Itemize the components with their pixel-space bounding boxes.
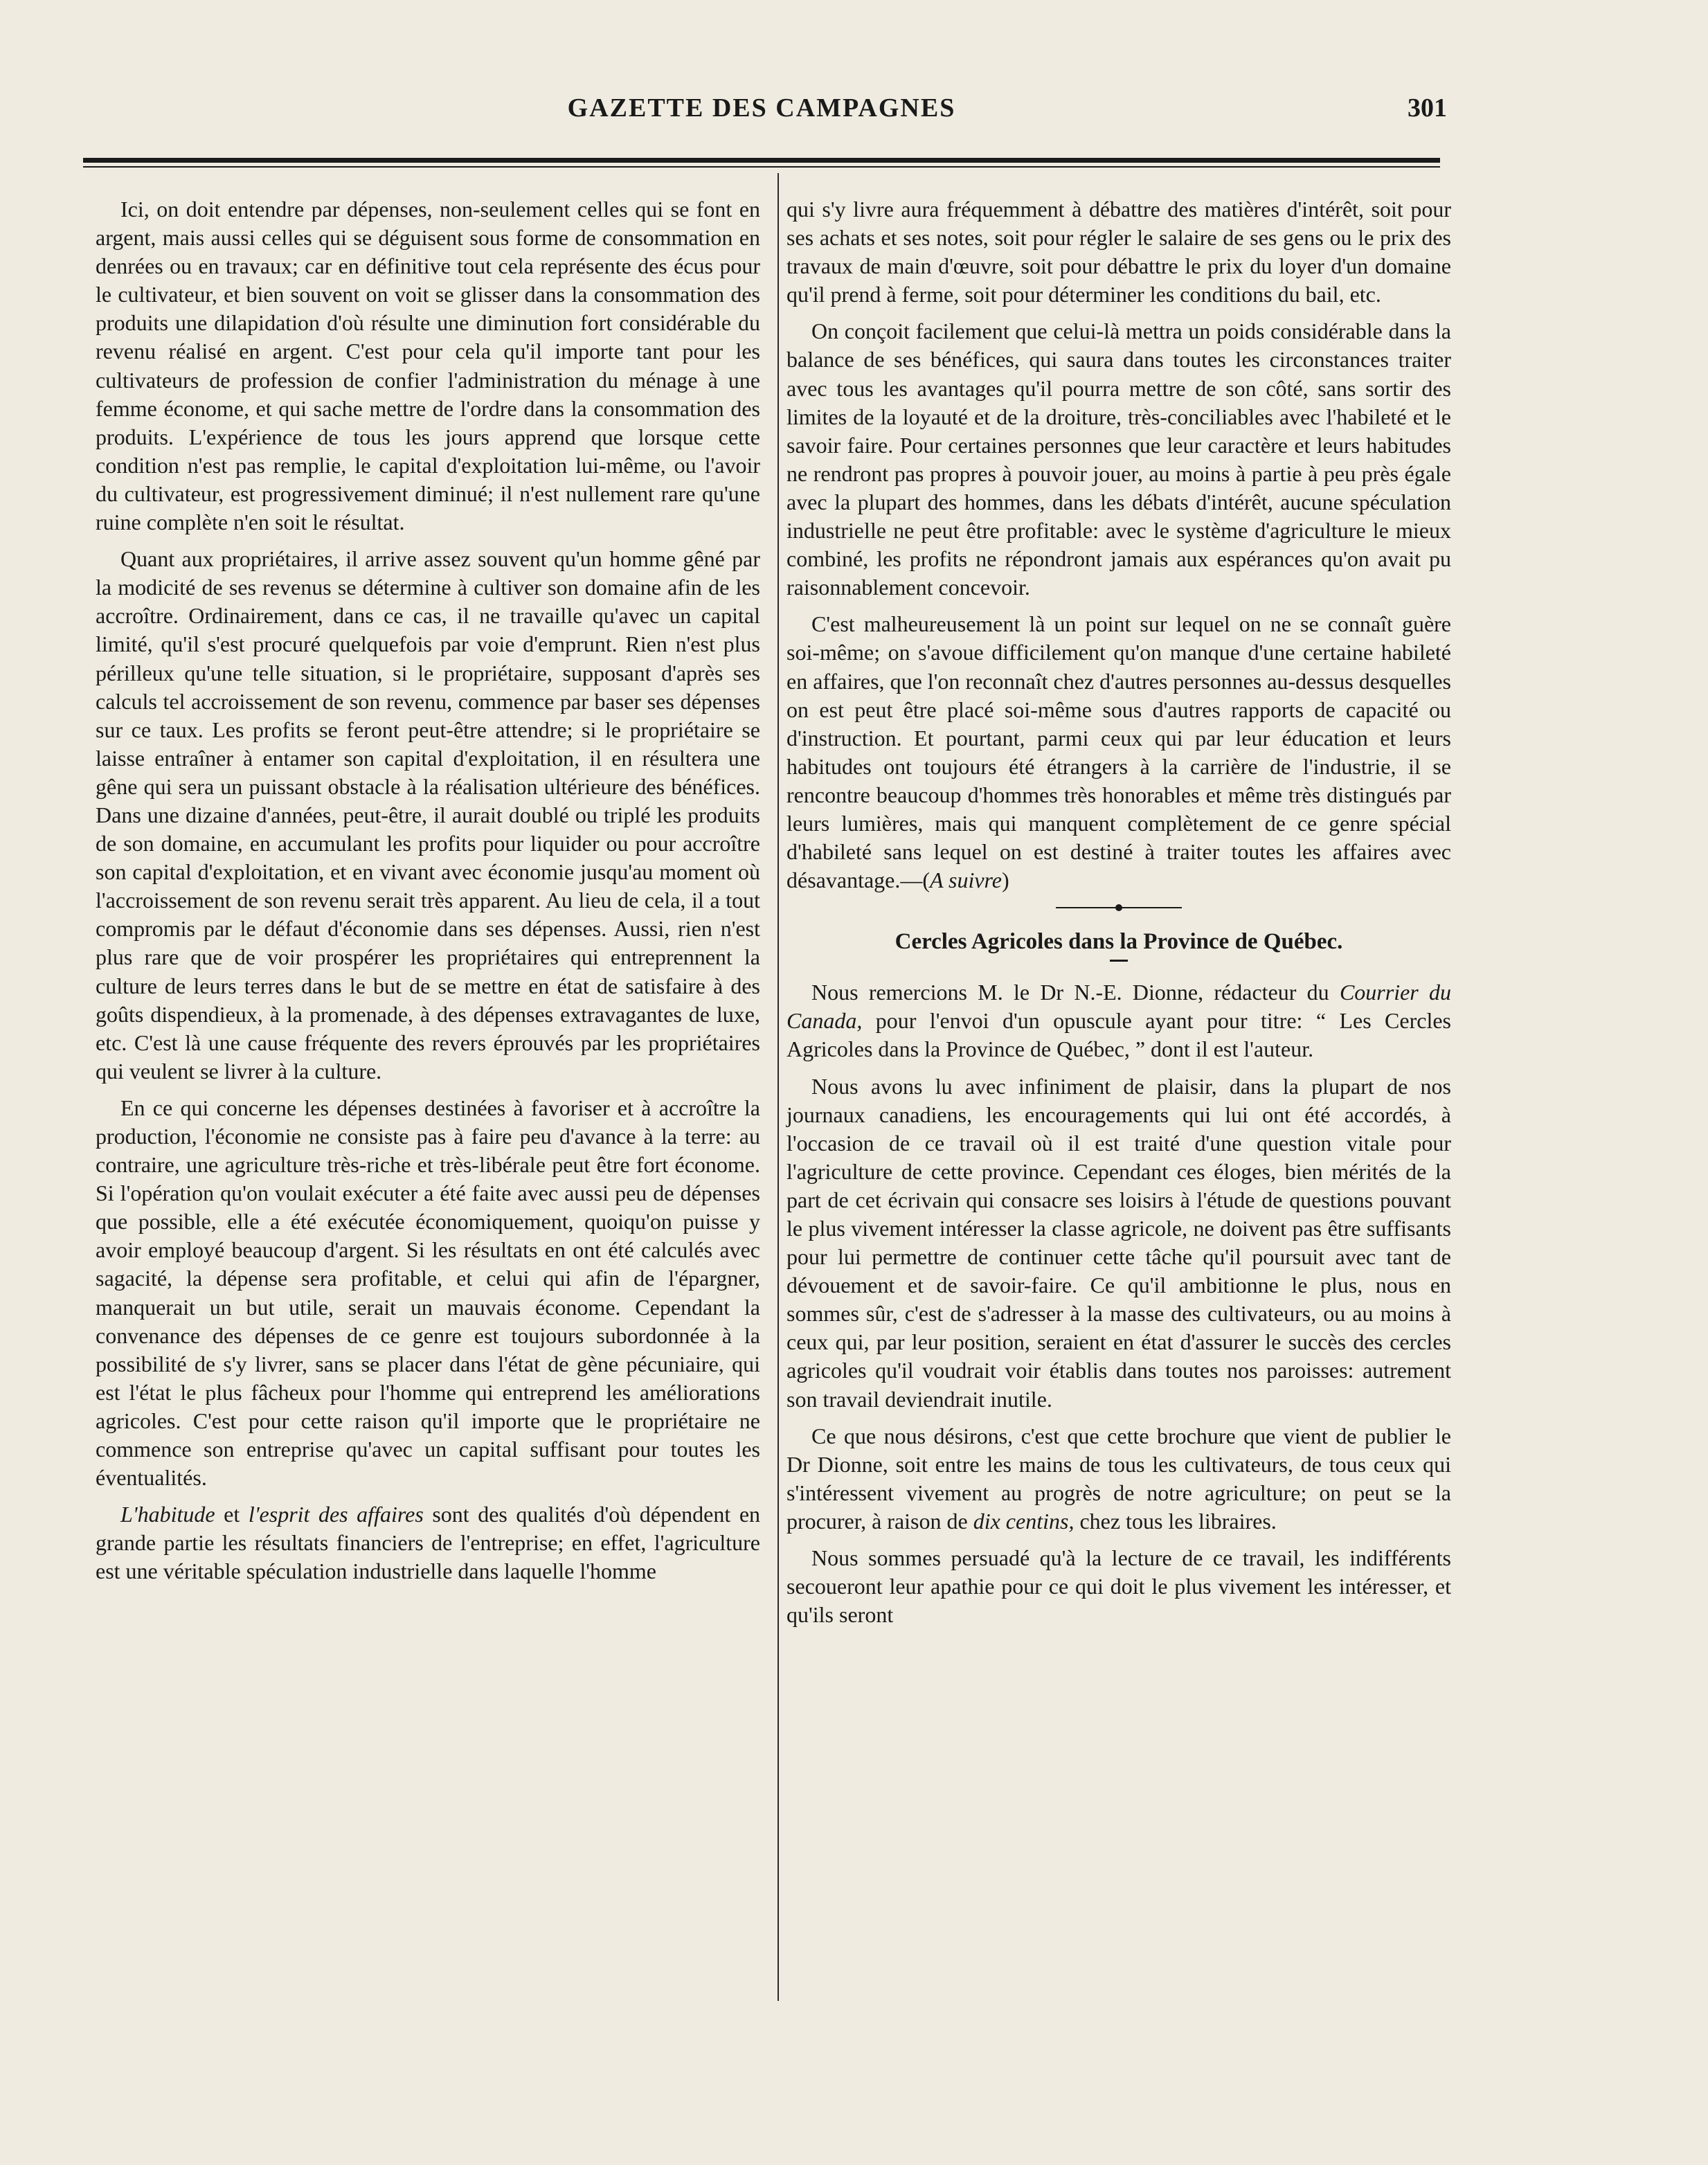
text-run: chez tous les libraires. [1074, 1508, 1277, 1534]
paragraph [96, 1500, 760, 1585]
italic-text: dix centins, [973, 1508, 1075, 1534]
paragraph: Nous avons lu avec infiniment de plaisir, dans la plupart de nos journaux canadiens, les encouragements qui lui ont été accordés, à l'occasion de ce travail où il est traité d'une question vitale pour l'agriculture de cette province. Cependant ces éloges, bien mérités de la part de cet écrivain qui consacre ses loisirs à l'étude de questions pouvant le plus vivement intéresser la classe agricole, ne doivent pas être suffisants pour lui permettre de continuer cette tâche qu'il poursuit avec tant de dévouement et de savoir-faire. Ce qu'il ambitionne le plus, nous en sommes sûr, c'est de s'adresser à la masse des cultivateurs, ou au moins à ceux qui, par leur position, seraient en état d'assurer le succès des cercles agricoles qu'il voudrait voir établis dans toutes nos paroisses: autrement son travail deviendrait inutile. [786, 1073, 1451, 1412]
paragraph [786, 610, 1451, 895]
left-column [96, 195, 760, 1594]
title-dash [1110, 960, 1128, 962]
italic-text: Courrier du Canada, [786, 980, 1452, 1034]
italic-text: l'esprit des affaires [248, 1502, 424, 1527]
column-divider [777, 173, 779, 2001]
text-run: Nous remercions M. le Dr N.-E. Dionne, rédacteur du [811, 980, 1340, 1005]
page-header [83, 89, 1447, 137]
paragraph [786, 1422, 1451, 1536]
text-run: et [215, 1502, 249, 1527]
running-title: GAZETTE DES CAMPAGNES [567, 93, 956, 123]
paragraph: Nous sommes persuadé qu'à la lecture de ce travail, les indifférents secoueront leur apathie pour ce qui doit le plus vivement les intéresser, et qu'ils seront [786, 1545, 1451, 1628]
italic-text: A suivre [930, 868, 1002, 893]
paragraph: Quant aux propriétaires, il arrive assez souvent qu'un homme gêné par la modicité de ses revenus se détermine à cultiver son domaine afin de les accroître. Ordinairement, dans ce cas, il ne travaille qu'avec un capital limité, qu'il s'est procuré quelquefois par voie d'emprunt. Rien n'est plus périlleux qu'une telle situation, si le propriétaire, supposant d'après ses calculs tel accroissement de son revenu, commence par baser ses dépenses sur ce taux. Les profits se feront peut-être attendre; si le propriétaire se laisse entraîner à entamer son capital d'exploitation, il en résultera une gêne qui sera un puissant obstacle à la réalisation ultérieure des bénéfices. Dans une dizaine d'années, peut-être, il aurait doublé ou triplé les produits de son domaine, en accumulant les profits pour liquider ou pour accroître son capital d'exploitation, et en vivant avec économie jusqu'au moment où l'accroissement de son revenu serait très apparent. Au lieu de cela, il a tout compromis par le défaut d'économie dans ses dépenses. Aussi, rien n'est plus rare que de voir prospérer les propriétaires qui entreprennent la culture de leurs terres dans le but de se mettre en état de satisfaire à des goûts dispendieux, à la promenade, à des dépenses extravagantes de luxe, etc. C'est là une cause fréquente des revers éprouvés par les propriétaires qui veulent se livrer à la culture. [96, 546, 760, 1084]
paragraph: qui s'y livre aura fréquemment à débattre des matières d'intérêt, soit pour ses achats et ses notes, soit pour régler le salaire de ses gens ou le prix des travaux de main d'œuvre, soit pour débattre le prix du loyer d'un domaine qu'il prend à ferme, soit pour déterminer les conditions du bail, etc. [786, 197, 1451, 307]
paragraph: On conçoit facilement que celui-là mettra un poids considérable dans la balance de ses bénéfices, qui saura dans toutes les circonstances traiter avec tous les avantages qu'il pourra mettre de son côté, sans sortir des limites de la loyauté et de la droiture, très-conciliables avec l'habileté et le savoir faire. Pour certaines personnes que leur caractère et leurs habitudes ne rendront pas propres à pouvoir jouer, au moins à partie à peu près égale avec la plupart des hommes, dans les débats d'intérêt, aucune spéculation industrielle ne peut être profitable: avec le système d'agriculture le mieux combiné, les profits ne répondront jamais aux espérances qu'on avait pu raisonnablement concevoir. [786, 318, 1451, 600]
text-run: Ce que nous désirons, c'est que cette brochure que vient de publier le Dr Dionne, soit entre les mains de tous les cultivateurs, de tous ceux qui s'intéressent vivement au progrès de notre agriculture; on peut se la procurer, à raison de [786, 1423, 1451, 1534]
text-run: C'est malheureusement là un point sur lequel on ne se connaît guère soi-même; on s'avoue difficilement qu'on manque d'une certaine habileté en affaires, que l'on reconnaît chez d'autres personnes au-dessus desquelles on est peut être placé soi-même sous d'autres rapports de capacité ou d'instruction. Et pourtant, parmi ceux qui par leur éducation et leurs habitudes ont toujours été étrangers à la carrière de l'industrie, il se rencontre beaucoup d'hommes très honorables et même très distingués par leurs lumières, mais qui manquent complètement de ce genre spécial d'habileté sans lequel on est destiné à traiter toutes les affaires avec désavantage.—( [786, 611, 1451, 893]
italic-text: L'habitude [120, 1502, 215, 1527]
paragraph: Ici, on doit entendre par dépenses, non-seulement celles qui se font en argent, mais aussi celles qui se déguisent sous forme de consommation en denrées ou en travaux; car en définitive tout cela représente des écus pour le cultivateur, et bien souvent on voit se glisser dans la consommation des produits une dilapidation d'où résulte une diminution fort considérable du revenu réalisé en argent. C'est pour cela qu'il importe tant pour les cultivateurs de profession de confier l'administration du ménage à une femme économe, et qui sache mettre de l'ordre dans la consommation des produits. L'expérience de tous les jours apprend que lorsque cette condition n'est pas remplie, le capital d'exploitation lui-même, ou l'avoir du cultivateur, est progressivement diminué; il n'est nullement rare qu'une ruine complète n'en soit le résultat. [96, 197, 760, 535]
text-run: sont des qualités d'où dépendent en grande partie les résultats financiers de l'entreprise; en effet, l'agriculture est une véritable spéculation industrielle dans laquelle l'homme [96, 1502, 761, 1584]
section-title: Cercles Agricoles dans la Province de Québec. [895, 929, 1343, 955]
text-run: pour l'envoi d'un opuscule ayant pour titre: “ Les Cercles Agricoles dans la Province de Québec, ” dont il est l'auteur. [786, 1008, 1451, 1062]
text-run: ) [1002, 868, 1009, 893]
paragraph [786, 978, 1451, 1063]
header-rule-thin [83, 166, 1440, 168]
header-rule-thick [83, 158, 1440, 163]
right-column [786, 195, 1451, 1637]
section-ornament [786, 900, 1451, 915]
page-number: 301 [1408, 93, 1447, 123]
paragraph: En ce qui concerne les dépenses destinées à favoriser et à accroître la production, l'économie ne consiste pas à faire peu d'avance à la terre: au contraire, une agriculture très-riche et très-libérale peut être fort économe. Si l'opération qu'on voulait exécuter a été faite avec aussi peu de dépenses que possible, elle a été exécutée économiquement, quoiqu'on puisse y avoir employé beaucoup d'argent. Si les résultats en ont été calculés avec sagacité, la dépense sera profitable, et celui qui afin de l'épargner, manquerait un but utile, serait un mauvais économe. Cependant la convenance des dépenses de ce genre est toujours subordonnée à la possibilité de s'y livrer, sans se placer dans l'état de gène pécuniaire, qui est l'état le plus fâcheux pour l'homme qui entreprend les améliorations agricoles. C'est pour cette raison qu'il importe que le propriétaire ne commence son entreprise qu'avec un capital suffisant pour toutes les éventualités. [96, 1095, 760, 1491]
ornament-rule-icon [1053, 903, 1185, 913]
